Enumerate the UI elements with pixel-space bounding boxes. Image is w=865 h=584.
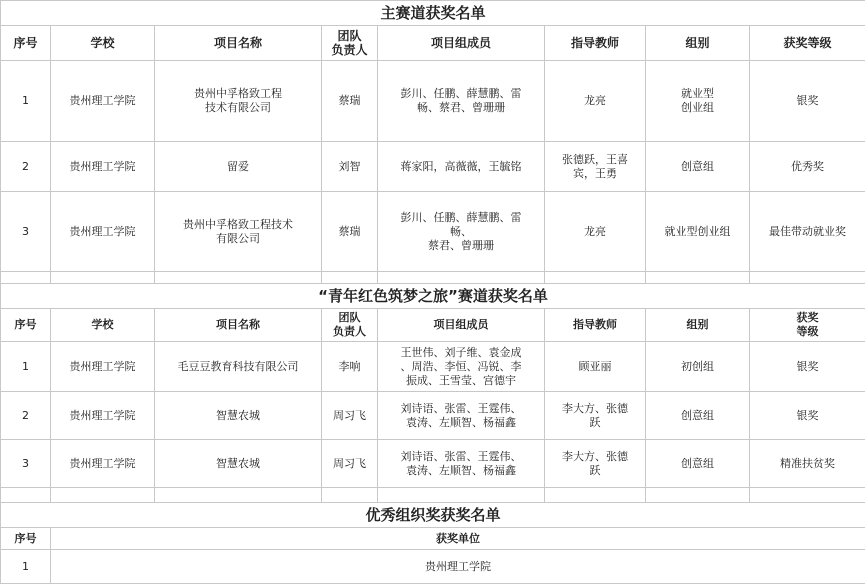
empty-cell[interactable] (750, 488, 865, 503)
column-header[interactable]: 学校 (51, 309, 155, 342)
empty-cell[interactable] (545, 488, 646, 503)
empty-cell[interactable] (155, 488, 322, 503)
empty-cell[interactable] (378, 488, 545, 503)
table-cell[interactable]: 智慧农城 (155, 392, 322, 440)
column-header[interactable]: 团队 负责人 (322, 26, 378, 61)
table-cell[interactable]: 彭川、任鹏、薛慧鹏、雷 畅、 蔡君、曾珊珊 (378, 192, 545, 272)
table-cell[interactable]: 创意组 (646, 142, 750, 192)
table-cell[interactable]: 创意组 (646, 440, 750, 488)
header-row (1, 309, 865, 342)
table-cell[interactable]: 毛豆豆教育科技有限公司 (155, 342, 322, 392)
table-cell[interactable]: 最佳带动就业奖 (750, 192, 865, 272)
table-cell[interactable]: 贵州中孚格致工程 技术有限公司 (155, 61, 322, 142)
table-row (1, 192, 865, 272)
empty-cell[interactable] (378, 272, 545, 284)
table-row (1, 61, 865, 142)
table-cell[interactable]: 刘智 (322, 142, 378, 192)
column-header[interactable]: 学校 (51, 26, 155, 61)
section-title[interactable]: 主赛道获奖名单 (1, 1, 865, 26)
table-cell[interactable]: 3 (1, 192, 51, 272)
table-cell[interactable]: 贵州理工学院 (51, 342, 155, 392)
table-row (1, 342, 865, 392)
table-cell[interactable]: 龙亮 (545, 192, 646, 272)
table-cell[interactable]: 贵州理工学院 (51, 192, 155, 272)
table-cell[interactable]: 精准扶贫奖 (750, 440, 865, 488)
table-cell[interactable]: 初创组 (646, 342, 750, 392)
table-cell[interactable]: 贵州理工学院 (51, 440, 155, 488)
column-header[interactable]: 序号 (1, 528, 51, 550)
empty-cell[interactable] (1, 488, 51, 503)
header-row (1, 528, 865, 550)
empty-cell[interactable] (750, 272, 865, 284)
table-row (1, 142, 865, 192)
empty-cell[interactable] (1, 272, 51, 284)
column-header[interactable]: 项目名称 (155, 26, 322, 61)
table-cell[interactable]: 贵州理工学院 (51, 142, 155, 192)
empty-cell[interactable] (646, 488, 750, 503)
column-header[interactable]: 项目组成员 (378, 26, 545, 61)
section-title[interactable]: “青年红色筑梦之旅”赛道获奖名单 (1, 284, 865, 309)
table-cell[interactable]: 李响 (322, 342, 378, 392)
table-cell[interactable]: 彭川、任鹏、薛慧鹏、雷 畅、蔡君、曾珊珊 (378, 61, 545, 142)
table-cell[interactable]: 刘诗语、张雷、王霆伟、 袁涛、左顺智、杨福鑫 (378, 392, 545, 440)
table-cell[interactable]: 3 (1, 440, 51, 488)
spacer-row (1, 272, 865, 284)
table-cell[interactable]: 创意组 (646, 392, 750, 440)
table-cell[interactable]: 蔡瑞 (322, 192, 378, 272)
table-cell[interactable]: 2 (1, 142, 51, 192)
table-cell[interactable]: 贵州理工学院 (51, 550, 865, 584)
empty-cell[interactable] (51, 272, 155, 284)
section-title-row (1, 1, 865, 26)
table-cell[interactable]: 张德跃，王喜 宾，王勇 (545, 142, 646, 192)
spacer-row (1, 488, 865, 503)
column-header[interactable]: 项目组成员 (378, 309, 545, 342)
column-header[interactable]: 序号 (1, 309, 51, 342)
table-row (1, 550, 865, 584)
table-cell[interactable]: 就业型 创业组 (646, 61, 750, 142)
table-cell[interactable]: 李大方、张德 跃 (545, 392, 646, 440)
column-header[interactable]: 项目名称 (155, 309, 322, 342)
column-header[interactable]: 组别 (646, 309, 750, 342)
table-cell[interactable]: 周习飞 (322, 392, 378, 440)
column-header[interactable]: 组别 (646, 26, 750, 61)
table-cell[interactable]: 李大方、张德 跃 (545, 440, 646, 488)
table-cell[interactable]: 留爱 (155, 142, 322, 192)
empty-cell[interactable] (322, 272, 378, 284)
table-cell[interactable]: 银奖 (750, 342, 865, 392)
empty-cell[interactable] (155, 272, 322, 284)
table-cell[interactable]: 优秀奖 (750, 142, 865, 192)
table-cell[interactable]: 蒋家阳，高薇薇，王毓铭 (378, 142, 545, 192)
column-header[interactable]: 获奖单位 (51, 528, 865, 550)
column-header[interactable]: 指导教师 (545, 309, 646, 342)
table-cell[interactable]: 龙亮 (545, 61, 646, 142)
section-title-row (1, 284, 865, 309)
table-cell[interactable]: 贵州中孚格致工程技术 有限公司 (155, 192, 322, 272)
empty-cell[interactable] (545, 272, 646, 284)
header-row (1, 26, 865, 61)
column-header[interactable]: 获奖等级 (750, 26, 865, 61)
table-cell[interactable]: 1 (1, 342, 51, 392)
empty-cell[interactable] (51, 488, 155, 503)
empty-cell[interactable] (322, 488, 378, 503)
table-cell[interactable]: 贵州理工学院 (51, 61, 155, 142)
section-title[interactable]: 优秀组织奖获奖名单 (1, 503, 865, 528)
column-header[interactable]: 团队 负责人 (322, 309, 378, 342)
table-cell[interactable]: 1 (1, 550, 51, 584)
table-cell[interactable]: 顾亚丽 (545, 342, 646, 392)
table-cell[interactable]: 银奖 (750, 392, 865, 440)
table-cell[interactable]: 蔡瑞 (322, 61, 378, 142)
table-cell[interactable]: 贵州理工学院 (51, 392, 155, 440)
table-row (1, 392, 865, 440)
table-cell[interactable]: 就业型创业组 (646, 192, 750, 272)
column-header[interactable]: 指导教师 (545, 26, 646, 61)
table-cell[interactable]: 王世伟、刘子维、袁金成 、周浩、李恒、冯锐、李 振成、王雪莹、宫德宇 (378, 342, 545, 392)
column-header[interactable]: 获奖 等级 (750, 309, 865, 342)
table-cell[interactable]: 2 (1, 392, 51, 440)
table-cell[interactable]: 银奖 (750, 61, 865, 142)
table-row (1, 440, 865, 488)
table-cell[interactable]: 周习飞 (322, 440, 378, 488)
table-cell[interactable]: 刘诗语、张雷、王霆伟、 袁涛、左顺智、杨福鑫 (378, 440, 545, 488)
table-cell[interactable]: 1 (1, 61, 51, 142)
column-header[interactable]: 序号 (1, 26, 51, 61)
section-title-row (1, 503, 865, 528)
table-cell[interactable]: 智慧农城 (155, 440, 322, 488)
empty-cell[interactable] (646, 272, 750, 284)
